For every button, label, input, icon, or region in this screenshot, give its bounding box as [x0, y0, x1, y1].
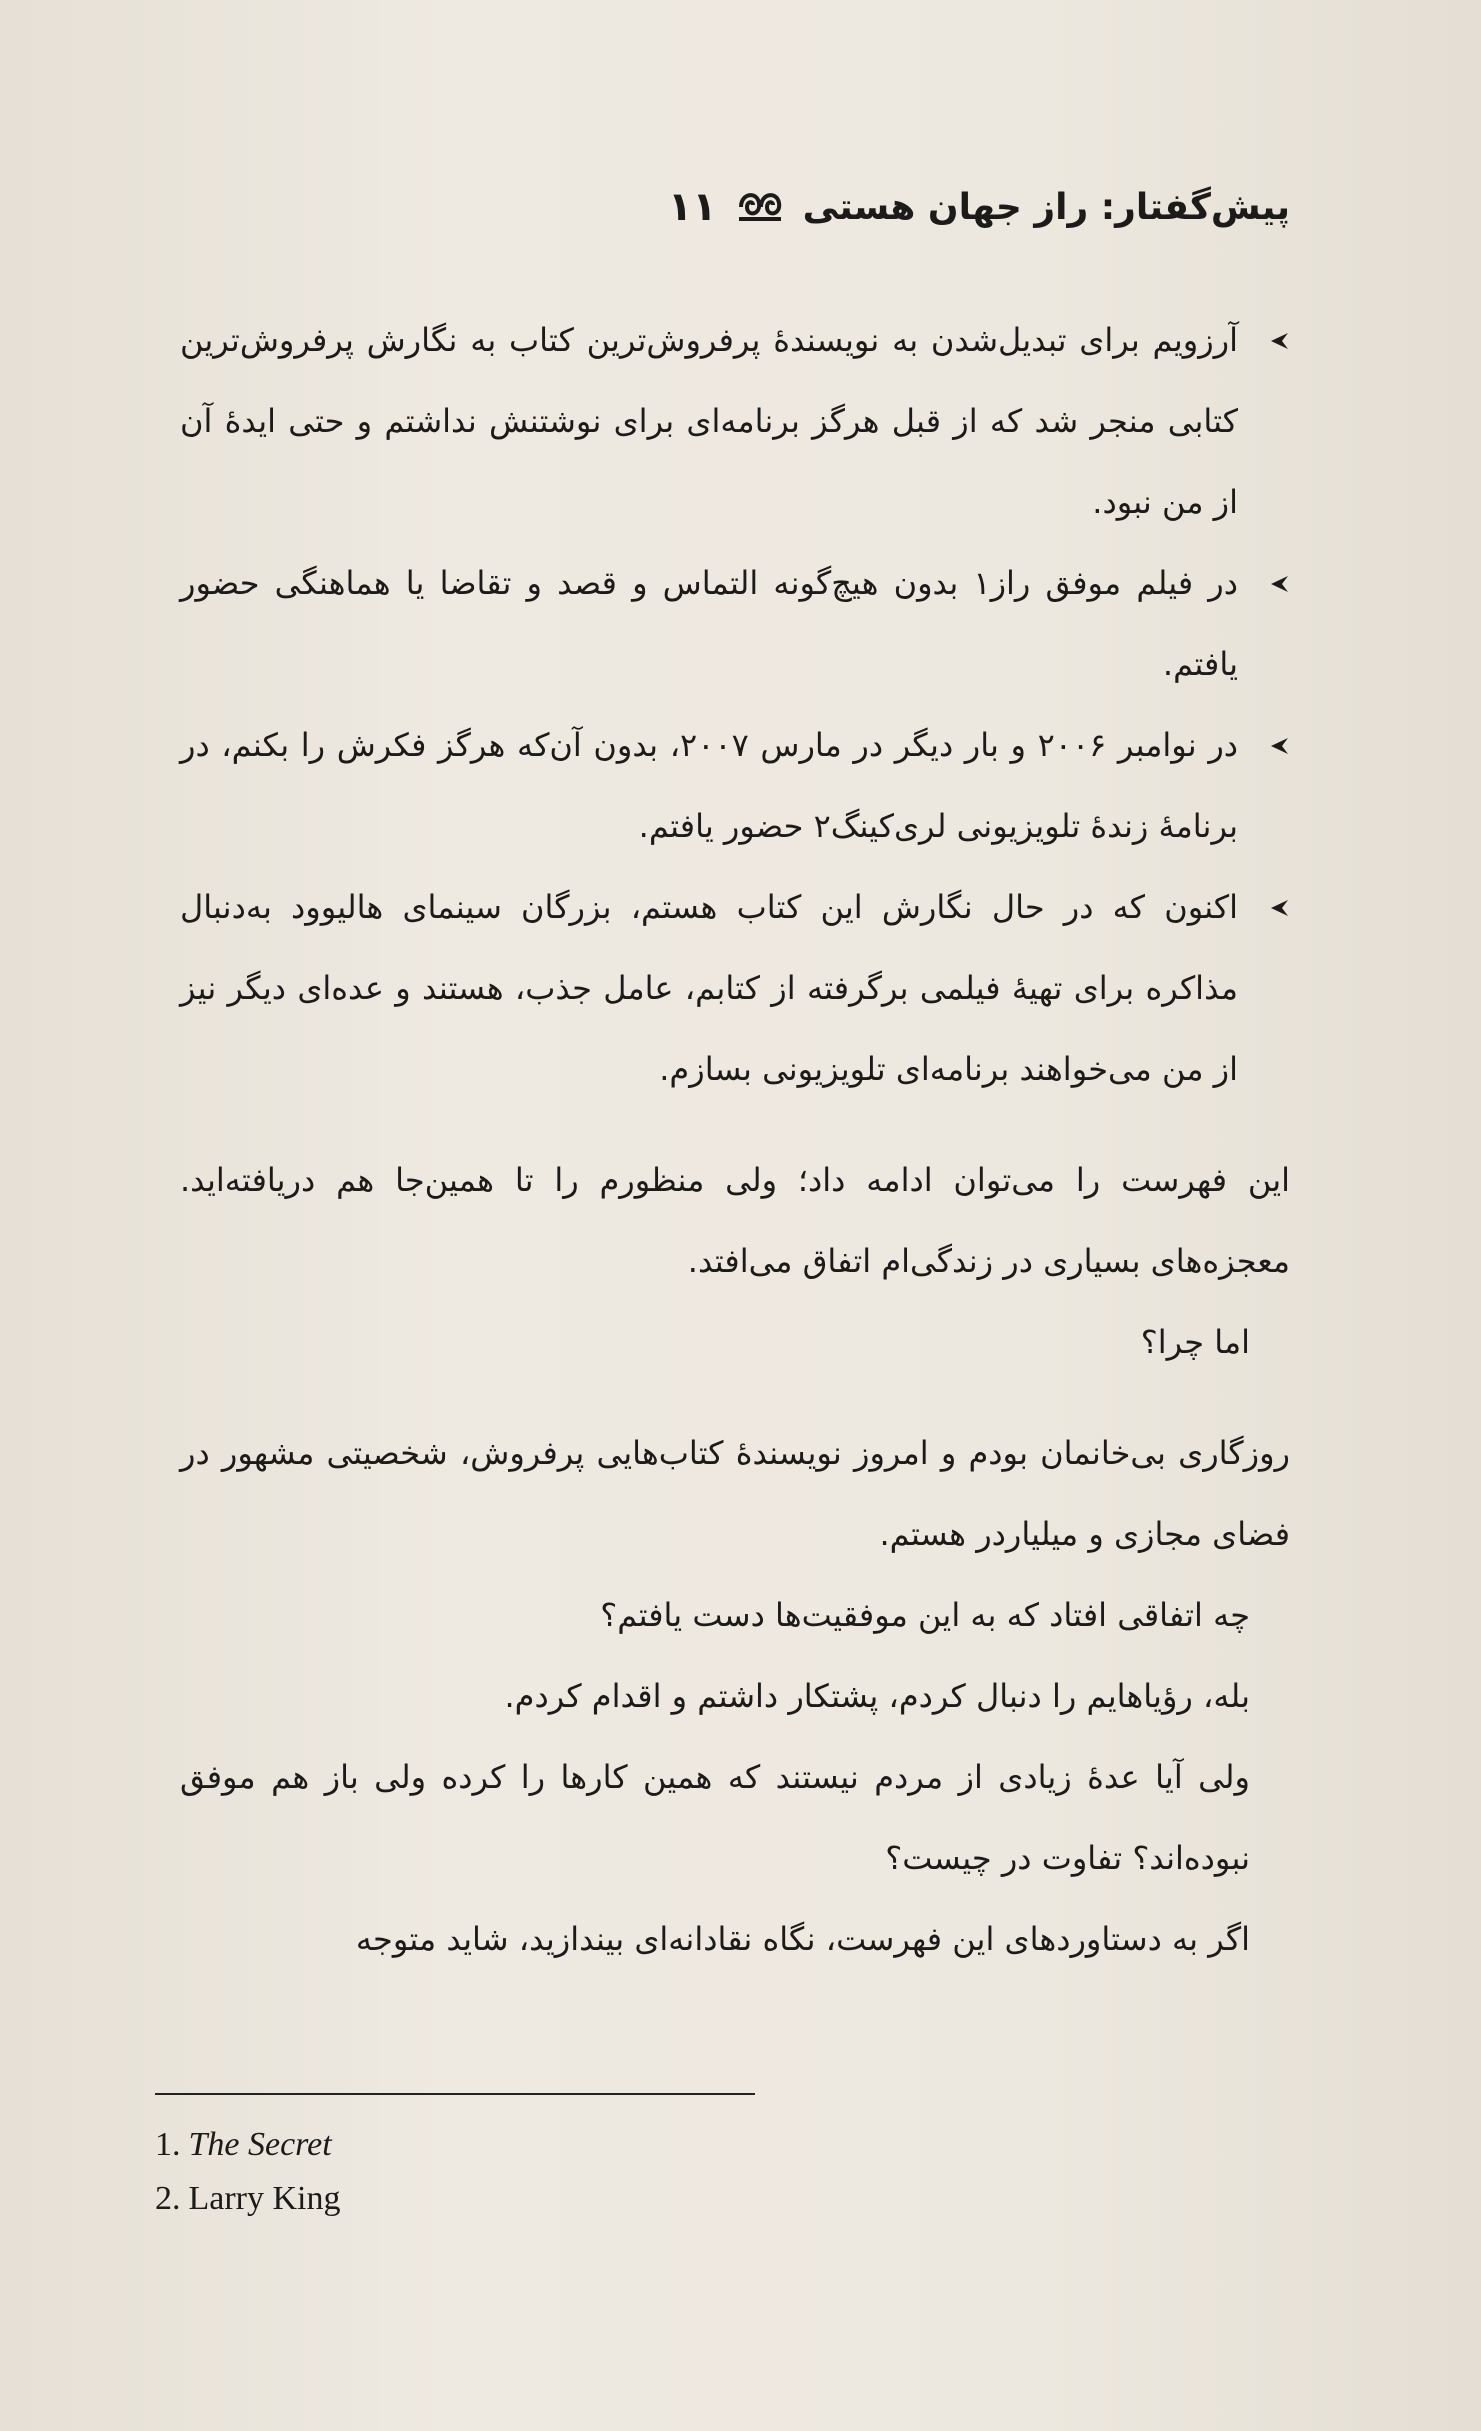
paragraph: اگر به دستاوردهای این فهرست، نگاه نقادانه‌ای بیندازید، شاید متوجه — [355, 1920, 1250, 1958]
running-header — [170, 172, 1290, 242]
paragraph: ولی آیا عدهٔ زیادی از مردم نیستند که همین کارها را کرده ولی باز هم موفق نبوده‌اند؟ تفاوت در چیست؟ — [180, 1758, 1250, 1877]
list-item — [180, 867, 1290, 1110]
footnote-number: 1. — [155, 2126, 181, 2163]
paragraph: اما چرا؟ — [1140, 1323, 1250, 1361]
list-item-text: آرزویم برای تبدیل‌شدن به نویسندهٔ پرفروش‌ترین کتاب به نگارش پرفروش‌ترین کتابی منجر شد که از قبل هرگز برنامه‌ای برای نوشتنش نداشتم و حتی ایدهٔ آن از من نبود. — [180, 321, 1238, 521]
arrow-bullet-icon — [1268, 897, 1290, 919]
paragraph: روزگاری بی‌خانمان بودم و امروز نویسندهٔ کتاب‌هایی پرفروش، شخصیتی مشهور در فضای مجازی و میلیاردر هستم. — [180, 1434, 1290, 1553]
footnote-text: The Secret — [188, 2126, 332, 2163]
list-item-text: اکنون که در حال نگارش این کتاب هستم، بزرگان سینمای هالیوود به‌دنبال مذاکره برای تهیهٔ فیلمی برگرفته از کتابم، عامل جذب، هستند و عده‌ای دیگر نیز از من می‌خواهند برنامه‌ای تلویزیونی بسازم. — [180, 888, 1238, 1088]
paragraph: بله، رؤیاهایم را دنبال کردم، پشتکار داشتم و اقدام کردم. — [504, 1677, 1250, 1715]
paragraph: چه اتفاقی افتاد که به این موفقیت‌ها دست یافتم؟ — [600, 1596, 1250, 1634]
list-item-text: در فیلم موفق راز۱ بدون هیچ‌گونه التماس و قصد و تقاضا یا هماهنگی حضور یافتم. — [180, 564, 1239, 683]
footnote-item — [155, 2118, 955, 2172]
arrow-bullet-icon — [1268, 330, 1290, 352]
arrow-bullet-icon — [1268, 735, 1290, 757]
arrow-bullet-icon — [1268, 573, 1290, 595]
footnotes — [155, 2118, 955, 2226]
list-item — [180, 705, 1290, 867]
list-item-text: در نوامبر ۲۰۰۶ و بار دیگر در مارس ۲۰۰۷، بدون آن‌که هرگز فکرش را بکنم، در برنامهٔ زندهٔ تلویزیونی لری‌کینگ۲ حضور یافتم. — [180, 726, 1239, 845]
footnote-item — [155, 2172, 955, 2226]
page-number: ۱۱ — [667, 184, 717, 230]
list-item — [180, 543, 1290, 705]
paragraph: این فهرست را می‌توان ادامه داد؛ ولی منظورم را تا همین‌جا هم دریافته‌اید. معجزه‌های بسیاری در زندگی‌ام اتفاق می‌افتد. — [180, 1161, 1290, 1280]
footnote-divider — [155, 2093, 755, 2095]
list-item — [180, 300, 1290, 543]
footnote-number: 2. — [155, 2180, 181, 2217]
chapter-title: پیش‌گفتار: راز جهان هستی — [802, 186, 1290, 228]
achievement-list — [180, 300, 1290, 1110]
footnote-text: Larry King — [188, 2180, 341, 2217]
decorative-swirl-icon — [735, 185, 785, 229]
body-text — [180, 300, 1290, 1980]
